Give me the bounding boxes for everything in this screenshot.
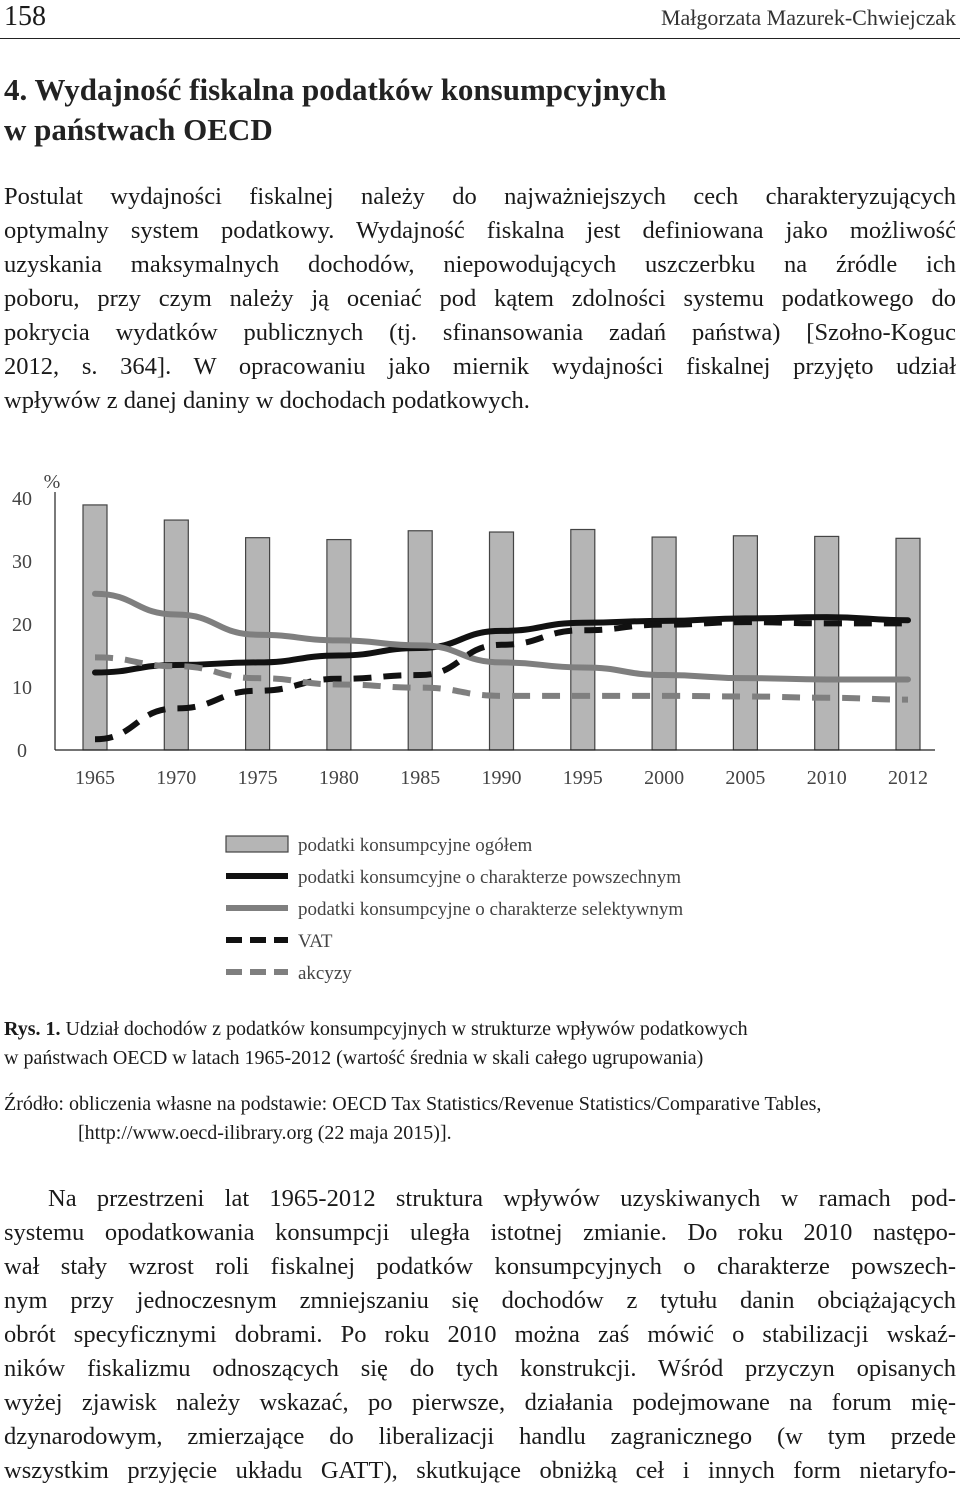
caption-text: Udział dochodów z podatków konsumpcyjnych w strukturze wpływów podatkowych: [60, 1018, 748, 1040]
x-tick-label: 1980: [318, 767, 359, 789]
x-tick-label: 2012: [888, 767, 928, 789]
bar-total: [815, 536, 839, 750]
y-tick-label: 40: [12, 488, 32, 510]
bar-total: [571, 530, 595, 751]
paragraph-line: systemu opodatkowania konsumpcji uległa istotnej zmianie. Do roku 2010 następo-: [4, 1219, 956, 1246]
section-title: [4, 70, 666, 150]
running-head-author: Małgorzata Mazurek-Chwiejczak: [660, 5, 956, 30]
source-line-2: [http://www.oecd-ilibrary.org (22 maja 2015)].: [78, 1122, 452, 1144]
figure-chart: [0, 460, 960, 985]
legend-label: podatki konsumpcyjne ogółem: [298, 835, 533, 856]
bar-total: [896, 538, 920, 750]
paragraph-line: Na przestrzeni lat 1965-2012 struktura wpływów uzyskiwanych w ramach pod-: [48, 1185, 956, 1212]
y-tick-label: 0: [17, 740, 27, 762]
bar-total: [246, 538, 270, 750]
x-tick-label: 1985: [400, 767, 441, 789]
bar-total: [652, 537, 676, 750]
legend-label: podatki konsumpcyjne o charakterze selektywnym: [298, 899, 684, 920]
bar-total: [83, 505, 107, 750]
bar-total: [490, 532, 514, 750]
paragraph-line: obrót specyficznymi dobrami. Po roku 2010 można zaś mówić o stabilizacji wskaź-: [4, 1321, 956, 1348]
bar-total: [327, 540, 351, 750]
x-tick-label: 2005: [725, 767, 766, 789]
bar-total: [408, 531, 432, 750]
paragraph-line: pokrycia wydatków publicznych (tj. sfinansowania zadań państwa) [Szołno-Koguc: [4, 319, 956, 346]
body-paragraph: [4, 1182, 956, 1488]
x-tick-label: 2000: [644, 767, 685, 789]
section-title-line-1: 4. Wydajność fiskalna podatków konsumpcyjnych: [4, 72, 667, 107]
page-number: 158: [4, 1, 46, 32]
paragraph-line: nym przy jednoczesnym zmniejszaniu się dochodów z tytułu danin obciążających: [4, 1287, 956, 1314]
figure-caption: [4, 1015, 956, 1073]
paragraph-line: uzyskania maksymalnych dochodów, niepowodujących uszczerbku na źródle ich: [4, 251, 956, 278]
x-tick-label: 2010: [806, 767, 847, 789]
caption-label: Rys. 1.: [4, 1018, 61, 1040]
paragraph-line: wał stały wzrost roli fiskalnej podatków konsumpcyjnych o charakterze powszech-: [4, 1253, 956, 1280]
x-tick-label: 1990: [481, 767, 522, 789]
section-title-line-2: w państwach OECD: [4, 112, 273, 147]
figure-source: [4, 1090, 956, 1148]
paragraph-line: 2012, s. 364]. W opracowaniu jako miernik wydajności fiskalnej przyjęto udział: [4, 353, 956, 380]
y-tick-label: 10: [12, 677, 32, 699]
paragraph-line: optymalny system podatkowy. Wydajność fiskalna jest definiowana jako możliwość: [4, 217, 956, 244]
x-tick-label: 1975: [237, 767, 278, 789]
page-header: [0, 0, 960, 39]
paragraph-line: wyżej zjawisk należy wskazać, po pierwsze, działania podejmowane na forum mię-: [4, 1389, 956, 1416]
paragraph-line: poboru, przy czym należy ją oceniać pod kątem zdolności systemu podatkowego do: [4, 285, 956, 312]
consumption-tax-chart: [0, 460, 960, 985]
legend-label: VAT: [298, 931, 333, 952]
paragraph-line: dzynarodowym, zmierzające do liberalizacji handlu zagranicznego (w tym przede: [4, 1423, 956, 1450]
bar-total: [164, 520, 188, 750]
y-tick-label: 20: [12, 614, 32, 636]
y-tick-label: 30: [12, 551, 32, 573]
x-tick-label: 1970: [156, 767, 197, 789]
paragraph-line: wpływów z danej daniny w dochodach podatkowych.: [4, 387, 530, 414]
legend-label: podatki konsumcyjne o charakterze powszechnym: [298, 867, 682, 888]
caption-line-2: w państwach OECD w latach 1965-2012 (wartość średnia w skali całego ugrupowania): [4, 1047, 704, 1069]
source-line-1: Źródło: obliczenia własne na podstawie: OECD Tax Statistics/Revenue Statistics/Comparative Tables,: [4, 1093, 822, 1115]
legend-label: akcyzy: [298, 963, 352, 984]
x-tick-label: 1995: [562, 767, 603, 789]
y-axis-label: %: [43, 471, 61, 493]
paragraph-line: wszystkim przyjęcie układu GATT), skutkujące obniżką ceł i innych form nietaryfo-: [4, 1457, 956, 1484]
bar-total: [733, 536, 757, 750]
paragraph-line: ników fiskalizmu odnoszących się do tych konstrukcji. Wśród przyczyn opisanych: [4, 1355, 956, 1382]
paragraph-line: Postulat wydajności fiskalnej należy do najważniejszych cech charakteryzujących: [4, 183, 956, 210]
intro-paragraph: [4, 180, 956, 418]
legend-swatch-bar: [226, 836, 288, 852]
x-tick-label: 1965: [75, 767, 115, 789]
